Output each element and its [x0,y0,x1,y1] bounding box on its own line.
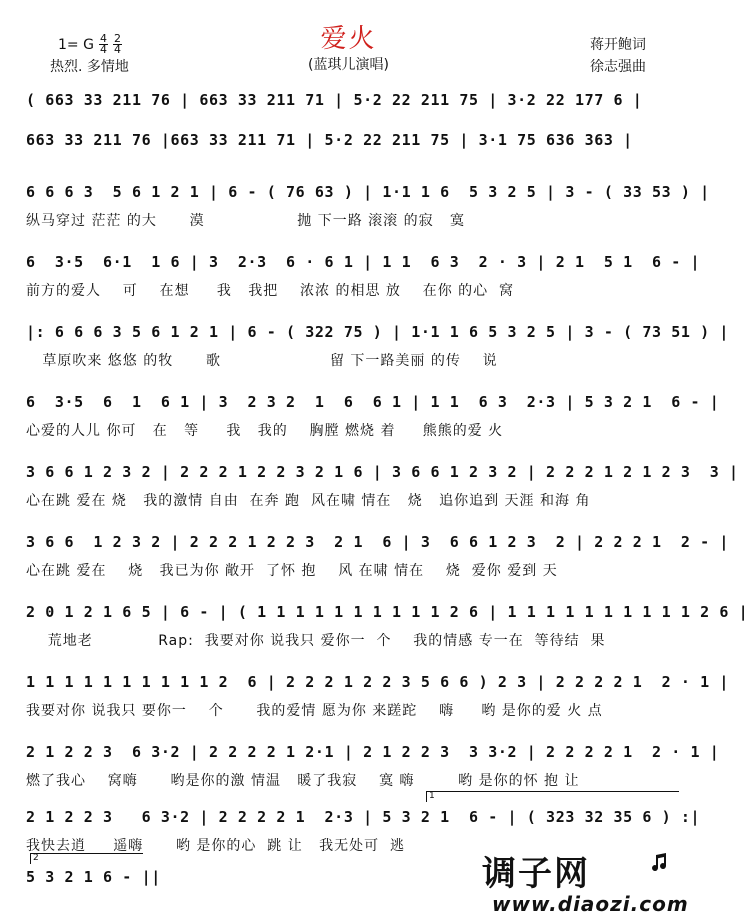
notation-line: 5 3 2 1 6 - || [26,868,161,886]
lyric-line: 燃了我心 窝嗨 哟是你的激 情温 暖了我寂 寞 嗨 哟 是你的怀 抱 让 [26,773,580,789]
composer-credit: 徐志强曲 [590,59,646,75]
notation-line: |: 6 6 6 3 5 6 1 2 1 | 6 - ( 322 75 ) | 1·1 1 6 5 3 2 5 | 3 - ( 73 51 ) | [26,323,730,341]
notation-line: 663 33 211 76 |663 33 211 71 | 5·2 22 211 75 | 3·1 75 636 363 | [26,131,633,149]
notation-line: ( 663 33 211 76 | 663 33 211 71 | 5·2 22 211 75 | 3·2 22 177 6 | [26,91,643,109]
lyric-line: 心在跳 爱在 烧 我的激情 自由 在奔 跑 风在啸 情在 烧 追你追到 天涯 和海 角 [26,493,591,509]
notation-line: 6 3·5 6·1 1 6 | 3 2·3 6 · 6 1 | 1 1 6 3 2 · 3 | 2 1 5 1 6 - | [26,253,701,271]
notation-line: 1 1 1 1 1 1 1 1 1 1 2 6 | 2 2 2 1 2 2 3 5 6 6 ) 2 3 | 2 2 2 2 1 2 · 1 | [26,673,730,691]
volta-bracket-1: 1 [426,791,679,802]
key-and-meter [58,34,122,55]
watermark-url: www.diaozi.com [492,892,689,916]
score-row-10 [26,670,730,728]
notation-line: 6 6 6 3 5 6 1 2 1 | 6 - ( 76 63 ) | 1·1 1 6 5 3 2 5 | 3 - ( 33 53 ) | [26,183,710,201]
notation-line: 2 0 1 2 1 6 5 | 6 - | ( 1 1 1 1 1 1 1 1 1 1 2 6 | 1 1 1 1 1 1 1 1 1 1 2 6 | [26,603,748,621]
score-row-4 [26,250,701,308]
score-row-6 [26,390,720,448]
score-row-11 [26,740,720,798]
lyric-line: 前方的爱人 可 在想 我 我把 浓浓 的相思 放 在你 的心 窝 [26,283,515,299]
score-row-7 [26,460,739,518]
music-note-icon [648,852,670,874]
notation-line: 6 3·5 6 1 6 1 | 3 2 3 2 1 6 6 1 | 1 1 6 3 2·3 | 5 3 2 1 6 - | [26,393,720,411]
time-signature-1: $\frac{4}{4}$ [99,32,107,56]
song-title: 爱火 [320,24,377,54]
score-row-9 [26,600,748,658]
lyric-line: 心爱的人儿 你可 在 等 我 我的 胸膛 燃烧 着 熊熊的爱 火 [26,423,504,439]
notation-line: 2 1 2 2 3 6 3·2 | 2 2 2 2 1 2·1 | 2 1 2 2 3 3 3·2 | 2 2 2 2 1 2 · 1 | [26,743,720,761]
notation-line: 2 1 2 2 3 6 3·2 | 2 2 2 2 1 2·3 | 5 3 2 1 6 - | ( 323 32 35 6 ) :| [26,808,701,826]
lyric-line: 草原吹来 悠悠 的牧 歌 留 下一路美丽 的传 说 [26,353,498,369]
lyric-line [26,158,676,180]
lyric-line: 我快去逍 遥嗨 哟 是你的心 跳 让 我无处可 逃 [26,838,406,854]
lyricist-credit: 蒋开鲍词 [590,37,646,53]
notation-line: 3 6 6 1 2 3 2 | 2 2 2 1 2 2 3 2 1 6 | 3 6 6 1 2 3 2 | 2 2 2 1 2 1 2 3 3 | [26,463,739,481]
lyric-line: 我要对你 说我只 要你一 个 我的爱情 愿为你 来蹉跎 嗨 哟 是你的爱 火 点 [26,703,603,719]
singer-credit: (蓝琪儿演唱) [308,57,389,73]
lyric-line: 荒地老 Rap: 我要对你 说我只 爱你一 个 我的情感 专一在 等待结 果 [26,633,606,649]
lyric-line: 纵马穿过 茫茫 的大 漠 抛 下一路 滚滚 的寂 寞 [26,213,465,229]
tempo-marking: 热烈. 多情地 [50,59,129,75]
key-signature: 1= G [58,36,94,53]
volta-bracket-2: 2 [30,853,143,864]
score-row-8 [26,530,730,588]
score-row-5 [26,320,730,378]
score-row-2 [26,128,676,186]
watermark-brand: 调子网 [482,854,590,894]
score-row-3 [26,180,710,238]
notation-line: 3 6 6 1 2 3 2 | 2 2 2 1 2 2 3 2 1 6 | 3 6 6 1 2 3 2 | 2 2 2 1 2 - | [26,533,730,551]
lyric-line: 心在跳 爱在 烧 我已为你 敞开 了怀 抱 风 在啸 情在 烧 爱你 爱到 天 [26,563,558,579]
time-signature-2: $\frac{2}{4}$ [113,32,121,56]
